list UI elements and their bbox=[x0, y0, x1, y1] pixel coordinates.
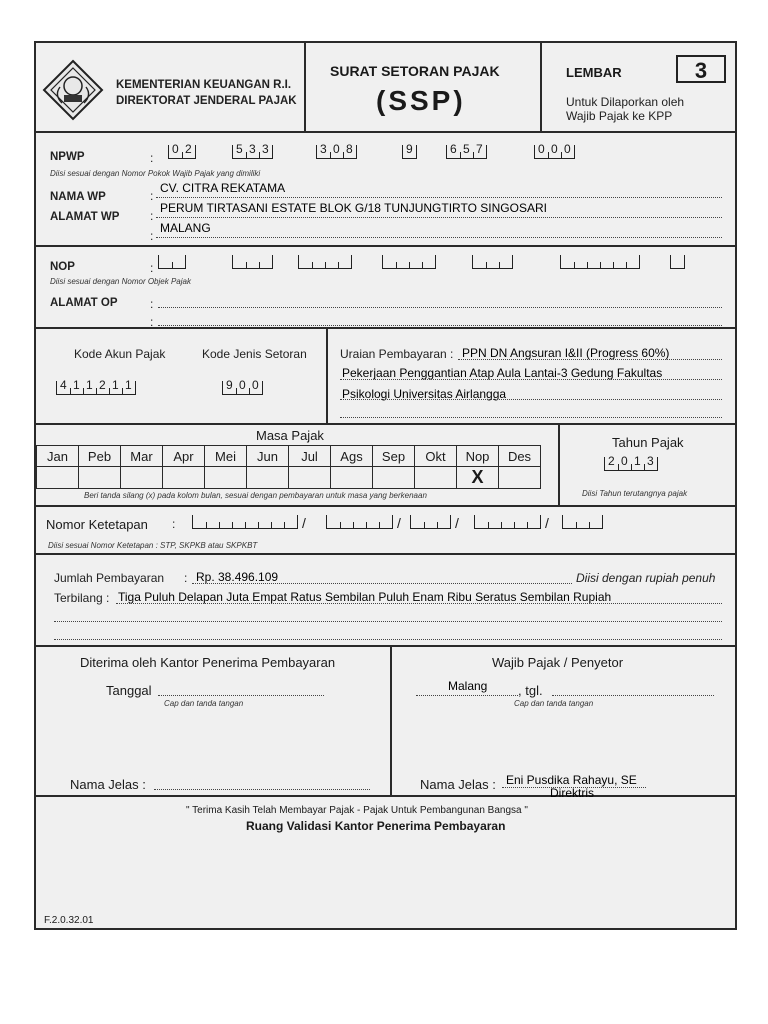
jumlah-label: Jumlah Pembayaran bbox=[54, 571, 165, 585]
tanggal-label: Tanggal bbox=[106, 683, 152, 698]
ministry-name: KEMENTERIAN KEUANGAN R.I. bbox=[116, 79, 292, 91]
month-mark-cell[interactable] bbox=[79, 467, 121, 489]
ketetapan-label: Nomor Ketetapan bbox=[46, 517, 148, 532]
ketetapan-group-divider bbox=[366, 522, 367, 528]
month-mark-cell[interactable] bbox=[415, 467, 457, 489]
place-dotline bbox=[416, 695, 518, 696]
nop-group-divider bbox=[600, 262, 601, 268]
npwp-group-divider bbox=[182, 152, 183, 158]
uraian-label: Uraian Pembayaran : bbox=[340, 347, 454, 361]
nop-group-divider bbox=[172, 262, 173, 268]
thanks-message: " Terima Kasih Telah Membayar Pajak - Pajak Untuk Pembangunan Bangsa " bbox=[186, 805, 528, 816]
ketetapan-group-divider bbox=[488, 522, 489, 528]
nop-group bbox=[670, 255, 685, 269]
jenis-digit-boxes-digit: 0 bbox=[239, 378, 246, 392]
npwp-group-digit: 0 bbox=[564, 142, 571, 156]
receiver-nama-label: Nama Jelas : bbox=[70, 777, 146, 792]
object-address-dotline1 bbox=[158, 307, 722, 308]
akun-digit-boxes-divider bbox=[70, 388, 71, 394]
month-jul[interactable]: Jul bbox=[289, 446, 331, 467]
month-table bbox=[36, 445, 541, 489]
year-digit-boxes bbox=[604, 454, 658, 471]
jenis-digit-boxes-digit: 0 bbox=[252, 378, 259, 392]
month-mark-cell[interactable] bbox=[247, 467, 289, 489]
taxpayer-address-line2: MALANG bbox=[160, 221, 211, 235]
nop-group-divider bbox=[246, 262, 247, 268]
month-jun[interactable]: Jun bbox=[247, 446, 289, 467]
ketetapan-group-divider bbox=[576, 522, 577, 528]
uraian-line3: Psikologi Universitas Airlangga bbox=[342, 387, 507, 401]
npwp-group-divider bbox=[246, 152, 247, 158]
uraian-dotline3 bbox=[340, 399, 722, 400]
ketetapan-group-divider bbox=[284, 522, 285, 528]
form-code: F.2.0.32.01 bbox=[44, 915, 94, 926]
nop-group-divider bbox=[409, 262, 410, 268]
month-mark-cell[interactable] bbox=[499, 467, 541, 489]
tgl-dotline bbox=[552, 695, 714, 696]
ketetapan-group-divider bbox=[219, 522, 220, 528]
ketetapan-separator: / bbox=[397, 515, 401, 531]
year-digit-boxes-digit: 1 bbox=[634, 454, 641, 468]
month-mark-cell[interactable]: X bbox=[457, 467, 499, 489]
ketetapan-group-divider bbox=[258, 522, 259, 528]
sheet-label: LEMBAR bbox=[566, 65, 622, 80]
month-sep[interactable]: Sep bbox=[373, 446, 415, 467]
nop-group-divider bbox=[486, 262, 487, 268]
akun-digit-boxes-digit: 1 bbox=[73, 378, 80, 392]
month-mark-cell[interactable] bbox=[163, 467, 205, 489]
npwp-group-digit: 0 bbox=[333, 142, 340, 156]
nop-group-divider bbox=[499, 262, 500, 268]
form-title: SURAT SETORAN PAJAK bbox=[330, 63, 500, 79]
terbilang-value: Tiga Puluh Delapan Juta Empat Ratus Sembilan Puluh Enam Ribu Seratus Sembilan Rupiah bbox=[118, 590, 612, 604]
assessment-section bbox=[36, 507, 735, 555]
npwp-group-divider bbox=[343, 152, 344, 158]
payer-stamp-hint: Cap dan tanda tangan bbox=[514, 699, 594, 708]
npwp-group-divider bbox=[473, 152, 474, 158]
nop-group-divider bbox=[338, 262, 339, 268]
nop-group-divider bbox=[325, 262, 326, 268]
month-mark-cell[interactable] bbox=[205, 467, 247, 489]
signature-section bbox=[36, 647, 735, 800]
address-dotline2 bbox=[156, 237, 722, 238]
ketetapan-group-divider bbox=[379, 522, 380, 528]
month-okt[interactable]: Okt bbox=[415, 446, 457, 467]
month-mark-cell[interactable] bbox=[37, 467, 79, 489]
ketetapan-separator: / bbox=[455, 515, 459, 531]
ketetapan-group-divider bbox=[232, 522, 233, 528]
codes-section bbox=[36, 329, 735, 425]
jumlah-dotline bbox=[192, 583, 572, 584]
uraian-line2: Pekerjaan Penggantian Atap Aula Lantai-3 Gedung Fakultas bbox=[342, 366, 663, 380]
ketetapan-group bbox=[326, 515, 393, 529]
akun-digit-boxes-digit: 1 bbox=[125, 378, 132, 392]
terbilang-dotline3 bbox=[54, 639, 722, 640]
validation-title: Ruang Validasi Kantor Penerima Pembayaran bbox=[246, 819, 506, 833]
npwp-group bbox=[316, 142, 357, 159]
month-des[interactable]: Des bbox=[499, 446, 541, 467]
npwp-group bbox=[534, 142, 575, 159]
npwp-group-divider bbox=[460, 152, 461, 158]
taxpayer-name: CV. CITRA REKATAMA bbox=[160, 181, 286, 195]
uraian-dotline2 bbox=[340, 379, 722, 380]
nop-colon: : bbox=[150, 261, 154, 275]
npwp-group-digit: 3 bbox=[249, 142, 256, 156]
nop-group-divider bbox=[312, 262, 313, 268]
nop-group-divider bbox=[422, 262, 423, 268]
npwp-group-divider bbox=[548, 152, 549, 158]
npwp-group bbox=[402, 142, 417, 159]
jenis-label: Kode Jenis Setoran bbox=[202, 347, 307, 361]
signer-name: Eni Pusdika Rahayu, SE bbox=[506, 773, 637, 787]
payment-place: Malang bbox=[448, 679, 488, 693]
tahun-hint: Diisi Tahun terutangnya pajak bbox=[582, 489, 688, 498]
jenis-digit-boxes-divider bbox=[249, 388, 250, 394]
year-digit-boxes-divider bbox=[618, 464, 619, 470]
npwp-group-digit: 8 bbox=[346, 142, 353, 156]
month-mar[interactable]: Mar bbox=[121, 446, 163, 467]
object-address-colon: : bbox=[150, 297, 154, 311]
receiver-stamp-hint: Cap dan tanda tangan bbox=[164, 699, 244, 708]
akun-digit-boxes-digit: 1 bbox=[112, 378, 119, 392]
header-section bbox=[36, 43, 735, 133]
nop-group bbox=[382, 255, 436, 269]
taxpayer-address-line1: PERUM TIRTASANI ESTATE BLOK G/18 TUNJUNGTIRTO SINGOSARI bbox=[160, 201, 547, 215]
ketetapan-group-divider bbox=[589, 522, 590, 528]
npwp-group-digit: 9 bbox=[406, 142, 413, 156]
nop-group bbox=[298, 255, 352, 269]
tax-object-section bbox=[36, 247, 735, 329]
nop-group-divider bbox=[574, 262, 575, 268]
akun-digit-boxes-divider bbox=[122, 388, 123, 394]
npwp-group-divider bbox=[259, 152, 260, 158]
year-digit-boxes-digit: 2 bbox=[608, 454, 615, 468]
ketetapan-group-divider bbox=[501, 522, 502, 528]
jenis-digit-boxes bbox=[222, 378, 263, 395]
jenis-digit-boxes-digit: 9 bbox=[226, 378, 233, 392]
uraian-dotline4 bbox=[340, 417, 722, 418]
ketetapan-group bbox=[192, 515, 298, 529]
name-label: NAMA WP bbox=[50, 191, 106, 203]
object-address-dotline2 bbox=[158, 325, 722, 326]
ketetapan-group bbox=[410, 515, 451, 529]
akun-label: Kode Akun Pajak bbox=[74, 347, 166, 361]
sheet-note-line1: Untuk Dilaporkan oleh bbox=[566, 95, 685, 109]
ketetapan-colon: : bbox=[172, 517, 176, 531]
tax-period-section bbox=[36, 425, 735, 507]
address-label: ALAMAT WP bbox=[50, 211, 120, 223]
tahun-label: Tahun Pajak bbox=[612, 435, 684, 450]
terbilang-dotline1 bbox=[116, 603, 722, 604]
tanggal-dotline bbox=[158, 695, 324, 696]
akun-digit-boxes-divider bbox=[96, 388, 97, 394]
payer-nama-label: Nama Jelas : bbox=[420, 777, 496, 792]
uraian-dotline1 bbox=[458, 359, 722, 360]
npwp-hint: Diisi sesuai dengan Nomor Pokok Wajib Pajak yang dimiliki bbox=[50, 169, 261, 178]
npwp-group-digit: 3 bbox=[262, 142, 269, 156]
receiver-nama-dotline bbox=[154, 789, 370, 790]
ketetapan-hint: Diisi sesuai Nomor Ketetapan : STP, SKPKB atau SKPKBT bbox=[48, 541, 258, 550]
ketetapan-separator: / bbox=[302, 515, 306, 531]
akun-digit-boxes-divider bbox=[109, 388, 110, 394]
sheet-number: 3 bbox=[676, 55, 726, 83]
payer-title: Wajib Pajak / Penyetor bbox=[492, 655, 624, 670]
year-digit-boxes-digit: 3 bbox=[647, 454, 654, 468]
npwp-label: NPWP bbox=[50, 151, 85, 163]
nop-group bbox=[232, 255, 273, 269]
month-mark-cell[interactable] bbox=[331, 467, 373, 489]
masa-hint: Beri tanda silang (x) pada kolom bulan, sesuai dengan pembayaran untuk masa yang berkenaan bbox=[84, 491, 427, 500]
month-mei[interactable]: Mei bbox=[205, 446, 247, 467]
ketetapan-group-divider bbox=[514, 522, 515, 528]
npwp-group-digit: 5 bbox=[463, 142, 470, 156]
name-colon: : bbox=[150, 189, 154, 203]
ketetapan-group-divider bbox=[245, 522, 246, 528]
ketetapan-group-divider bbox=[424, 522, 425, 528]
akun-digit-boxes-digit: 4 bbox=[60, 378, 67, 392]
tgl-label: , tgl. bbox=[518, 683, 543, 698]
ketetapan-separator: / bbox=[545, 515, 549, 531]
npwp-group-digit: 5 bbox=[236, 142, 243, 156]
nop-group bbox=[158, 255, 186, 269]
jumlah-hint: Diisi dengan rupiah penuh bbox=[576, 571, 716, 585]
masa-label: Masa Pajak bbox=[256, 428, 324, 443]
akun-digit-boxes-digit: 2 bbox=[99, 378, 106, 392]
month-ags[interactable]: Ags bbox=[331, 446, 373, 467]
npwp-group-digit: 2 bbox=[185, 142, 192, 156]
form-abbreviation: (SSP) bbox=[376, 85, 466, 116]
jenis-digit-boxes-divider bbox=[236, 388, 237, 394]
terbilang-label: Terbilang : bbox=[54, 591, 110, 605]
address-colon: : bbox=[150, 209, 154, 223]
year-digit-boxes-divider bbox=[631, 464, 632, 470]
month-nop[interactable]: Nop bbox=[457, 446, 499, 467]
akun-digit-boxes-divider bbox=[83, 388, 84, 394]
ketetapan-group-divider bbox=[340, 522, 341, 528]
terbilang-dotline2 bbox=[54, 621, 722, 622]
object-address-colon-2: : bbox=[150, 315, 154, 329]
address-colon-2: : bbox=[150, 229, 154, 243]
ketetapan-group-divider bbox=[527, 522, 528, 528]
npwp-group-digit: 0 bbox=[538, 142, 545, 156]
ssp-form bbox=[34, 41, 737, 930]
nop-group bbox=[560, 255, 640, 269]
year-digit-boxes-digit: 0 bbox=[621, 454, 628, 468]
ketetapan-group-divider bbox=[271, 522, 272, 528]
directorate-name: DIREKTORAT JENDERAL PAJAK bbox=[116, 95, 297, 107]
ketetapan-group-divider bbox=[437, 522, 438, 528]
nop-group-divider bbox=[587, 262, 588, 268]
nop-label: NOP bbox=[50, 261, 75, 273]
jumlah-value: Rp. 38.496.109 bbox=[196, 570, 279, 584]
nop-hint: Diisi sesuai dengan Nomor Objek Pajak bbox=[50, 277, 191, 286]
npwp-group bbox=[446, 142, 487, 159]
nop-group-divider bbox=[396, 262, 397, 268]
nop-group bbox=[472, 255, 513, 269]
month-mark-cell[interactable] bbox=[289, 467, 331, 489]
object-address-label: ALAMAT OP bbox=[50, 297, 118, 309]
jumlah-colon: : bbox=[184, 571, 188, 585]
npwp-group-digit: 6 bbox=[450, 142, 457, 156]
year-digit-boxes-divider bbox=[644, 464, 645, 470]
payment-section bbox=[36, 555, 735, 647]
month-mark-cell[interactable] bbox=[373, 467, 415, 489]
npwp-group bbox=[168, 142, 196, 159]
ketetapan-group-divider bbox=[206, 522, 207, 528]
uraian-line1: PPN DN Angsuran I&II (Progress 60%) bbox=[462, 346, 670, 360]
address-dotline1 bbox=[156, 217, 722, 218]
month-jan[interactable]: Jan bbox=[37, 446, 79, 467]
ketetapan-group bbox=[562, 515, 603, 529]
npwp-colon: : bbox=[150, 151, 154, 165]
ketetapan-group bbox=[474, 515, 541, 529]
npwp-group-digit: 0 bbox=[551, 142, 558, 156]
npwp-group-divider bbox=[561, 152, 562, 158]
nop-group-divider bbox=[626, 262, 627, 268]
receiver-title: Diterima oleh Kantor Penerima Pembayaran bbox=[80, 655, 336, 670]
akun-digit-boxes bbox=[56, 378, 136, 395]
sheet-note-line2: Wajib Pajak ke KPP bbox=[566, 109, 673, 123]
name-dotline bbox=[156, 197, 722, 198]
npwp-group-divider bbox=[330, 152, 331, 158]
taxpayer-section bbox=[36, 133, 735, 247]
signer-title: Direktris bbox=[550, 786, 594, 800]
npwp-group-digit: 3 bbox=[320, 142, 327, 156]
month-peb[interactable]: Peb bbox=[79, 446, 121, 467]
npwp-group bbox=[232, 142, 273, 159]
npwp-group-digit: 0 bbox=[172, 142, 179, 156]
ministry-emblem-icon bbox=[42, 59, 104, 121]
nop-group-divider bbox=[259, 262, 260, 268]
ketetapan-group-divider bbox=[353, 522, 354, 528]
npwp-group-digit: 7 bbox=[476, 142, 483, 156]
nop-group-divider bbox=[613, 262, 614, 268]
akun-digit-boxes-digit: 1 bbox=[86, 378, 93, 392]
month-mark-cell[interactable] bbox=[121, 467, 163, 489]
month-apr[interactable]: Apr bbox=[163, 446, 205, 467]
